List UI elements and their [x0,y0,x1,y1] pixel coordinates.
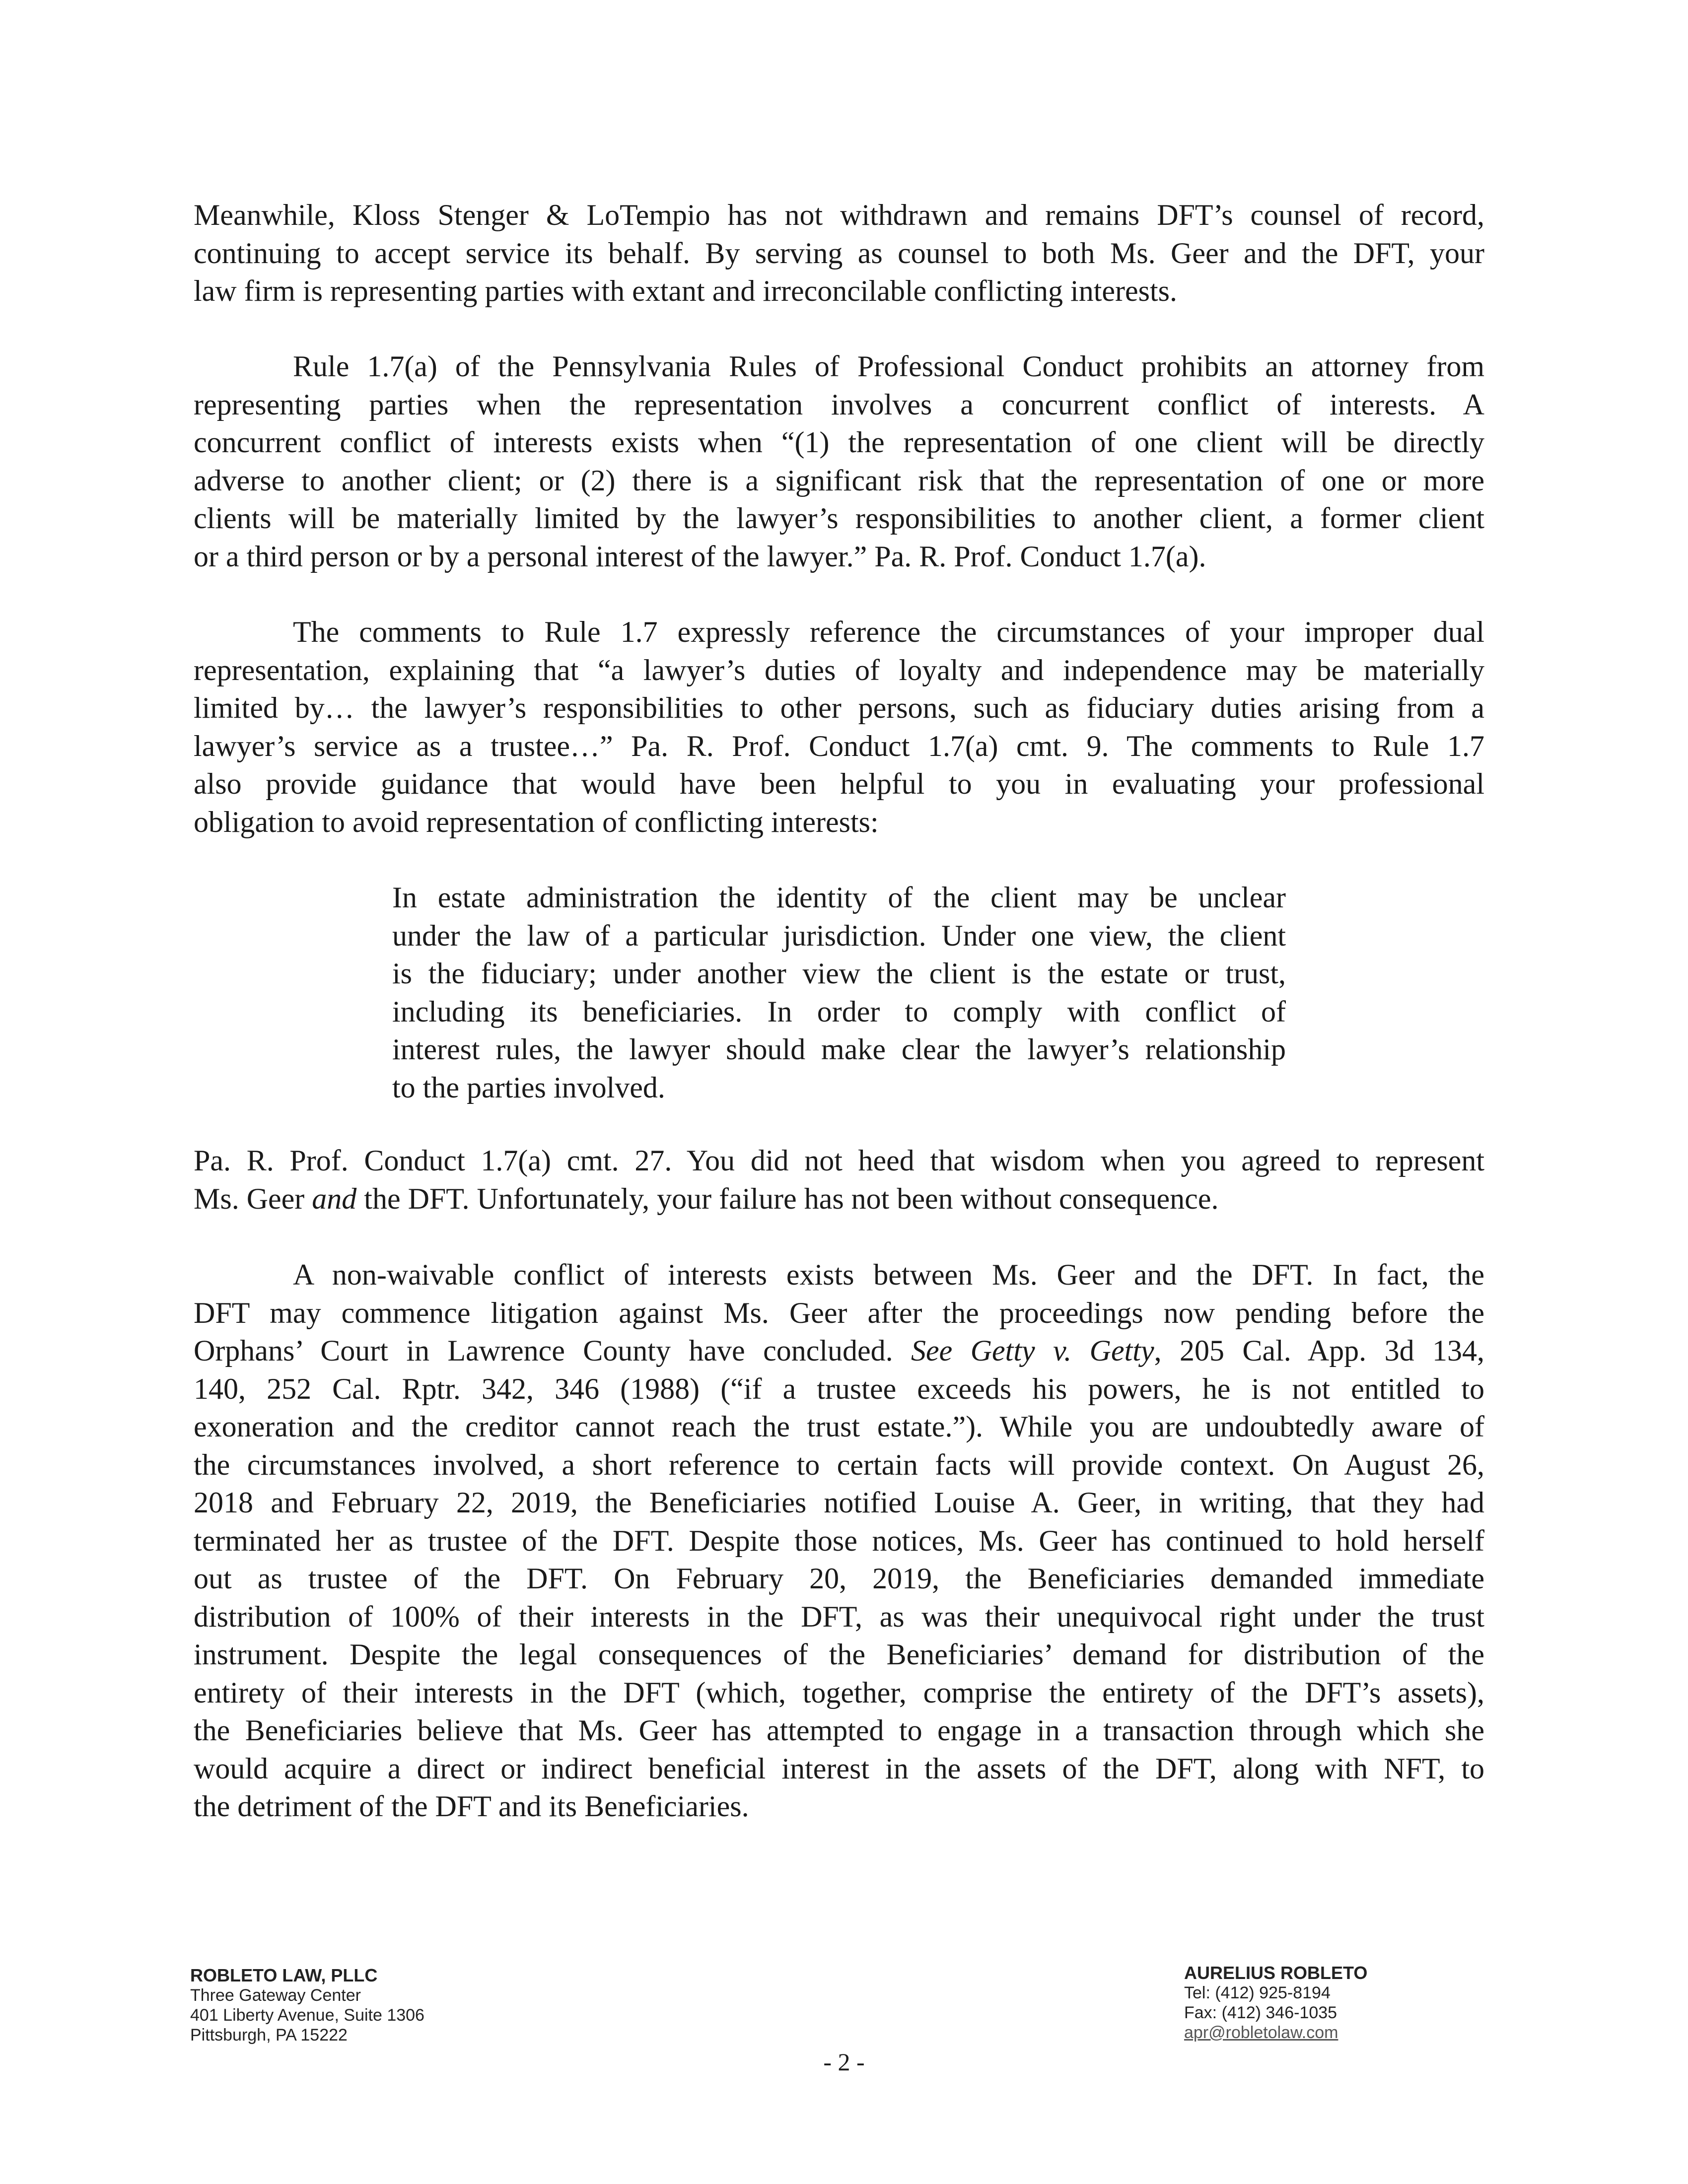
page-number: - 2 - [823,2048,865,2076]
text-line: distribution of 100% of their interests in the DFT, as was their unequivocal right under the trust [194,1600,1484,1633]
quote-line: interest rules, the lawyer should make clear the lawyer’s relationship [392,1033,1286,1066]
text-line: or a third person or by a personal interest of the lawyer.” Pa. R. Prof. Conduct 1.7(a). [194,540,1206,573]
attorney-name: AURELIUS ROBLETO [1184,1963,1368,1983]
text-line: the circumstances involved, a short reference to certain facts will provide context. On August 26, [194,1448,1484,1481]
block-quote [392,879,1286,1106]
text-line: also provide guidance that would have been helpful to you in evaluating your professional [194,767,1484,800]
text-line: 2018 and February 22, 2019, the Beneficiaries notified Louise A. Geer, in writing, that they had [194,1486,1484,1519]
text-line: law firm is representing parties with extant and irreconcilable conflicting interests. [194,274,1177,307]
text-line: representation, explaining that “a lawyer’s duties of loyalty and independence may be materially [194,653,1484,686]
text-line: Pa. R. Prof. Conduct 1.7(a) cmt. 27. You did not heed that wisdom when you agreed to represent [194,1144,1484,1177]
paragraph-non-waivable-conflict [194,1256,1484,1826]
text-line: adverse to another client; or (2) there is a significant risk that the representation of one or more [194,464,1484,497]
text-line: A non-waivable conflict of interests exists between Ms. Geer and the DFT. In fact, the [293,1258,1484,1291]
text-line: terminated her as trustee of the DFT. Despite those notices, Ms. Geer has continued to hold herself [194,1524,1484,1557]
quote-line: including its beneficiaries. In order to comply with conflict of [392,995,1286,1028]
paragraph-counsel-of-record [194,196,1484,310]
footer-attorney-info [1184,1963,1367,2043]
text-line: instrument. Despite the legal consequences of the Beneficiaries’ demand for distribution of the [194,1638,1484,1671]
quote-line: under the law of a particular jurisdiction. Under one view, the client [392,919,1286,952]
quote-line: is the fiduciary; under another view the client is the estate or trust, [392,957,1286,990]
text-line: lawyer’s service as a trustee…” Pa. R. Prof. Conduct 1.7(a) cmt. 9. The comments to Rule 1.7 [194,729,1484,762]
text-line: out as trustee of the DFT. On February 20, 2019, the Beneficiaries demanded immediate [194,1562,1484,1595]
text-line: the Beneficiaries believe that Ms. Geer has attempted to engage in a transaction through which she [194,1714,1484,1747]
text-line: obligation to avoid representation of conflicting interests: [194,805,879,838]
text-line: The comments to Rule 1.7 expressly reference the circumstances of your improper dual [293,615,1484,648]
text-line: continuing to accept service its behalf. By serving as counsel to both Ms. Geer and the DFT, your [194,236,1484,270]
text-line: concurrent conflict of interests exists when “(1) the representation of one client will be directly [194,426,1484,459]
text-line: the detriment of the DFT and its Beneficiaries. [194,1790,749,1823]
text-line: Orphans’ Court in Lawrence County have concluded. See Getty v. Getty, 205 Cal. App. 3d 134, [194,1334,1484,1367]
text-line: Meanwhile, Kloss Stenger & LoTempio has not withdrawn and remains DFT’s counsel of record, [194,199,1484,231]
text-line: clients will be materially limited by the lawyer’s responsibilities to another client, a former client [194,502,1484,535]
text-line: Ms. Geer and the DFT. Unfortunately, your failure has not been without consequence. [194,1182,1219,1215]
text-line: would acquire a direct or indirect beneficial interest in the assets of the DFT, along with NFT, to [194,1752,1484,1785]
text-line: entirety of their interests in the DFT (which, together, comprise the entirety of the DFT’s assets), [194,1676,1484,1709]
case-citation: See Getty v. Getty [911,1334,1154,1367]
email-link[interactable]: apr@robletolaw.com [1184,2023,1338,2042]
firm-name: ROBLETO LAW, PLLC [190,1965,378,1985]
paragraph-cmt-27 [194,1142,1484,1218]
text-line: Rule 1.7(a) of the Pennsylvania Rules of Professional Conduct prohibits an attorney from [293,350,1484,383]
text-line: exoneration and the creditor cannot reach the trust estate.”). While you are undoubtedly aware of [194,1410,1484,1443]
text-line: 140, 252 Cal. Rptr. 342, 346 (1988) (“if a trustee exceeds his powers, he is not entitled to [194,1372,1484,1405]
emphasis-and: and [312,1182,357,1215]
paragraph-rule-1-7a [194,347,1484,575]
address-line: 401 Liberty Avenue, Suite 1306 [190,2006,424,2025]
fax-number: Fax: (412) 346-1035 [1184,2003,1337,2022]
footer-firm-info [190,1966,424,2045]
quote-line: to the parties involved. [392,1071,665,1104]
paragraph-comments-rule-1-7 [194,613,1484,841]
text-line: DFT may commence litigation against Ms. Geer after the proceedings now pending before the [194,1296,1484,1329]
phone-number: Tel: (412) 925-8194 [1184,1983,1331,2002]
text-line: representing parties when the representation involves a concurrent conflict of interests. A [194,388,1484,421]
address-line: Three Gateway Center [190,1986,361,2005]
text-line: limited by… the lawyer’s responsibilities to other persons, such as fiduciary duties arising from a [194,691,1484,724]
address-line: Pittsburgh, PA 15222 [190,2026,348,2045]
quote-line: In estate administration the identity of the client may be unclear [392,881,1286,914]
